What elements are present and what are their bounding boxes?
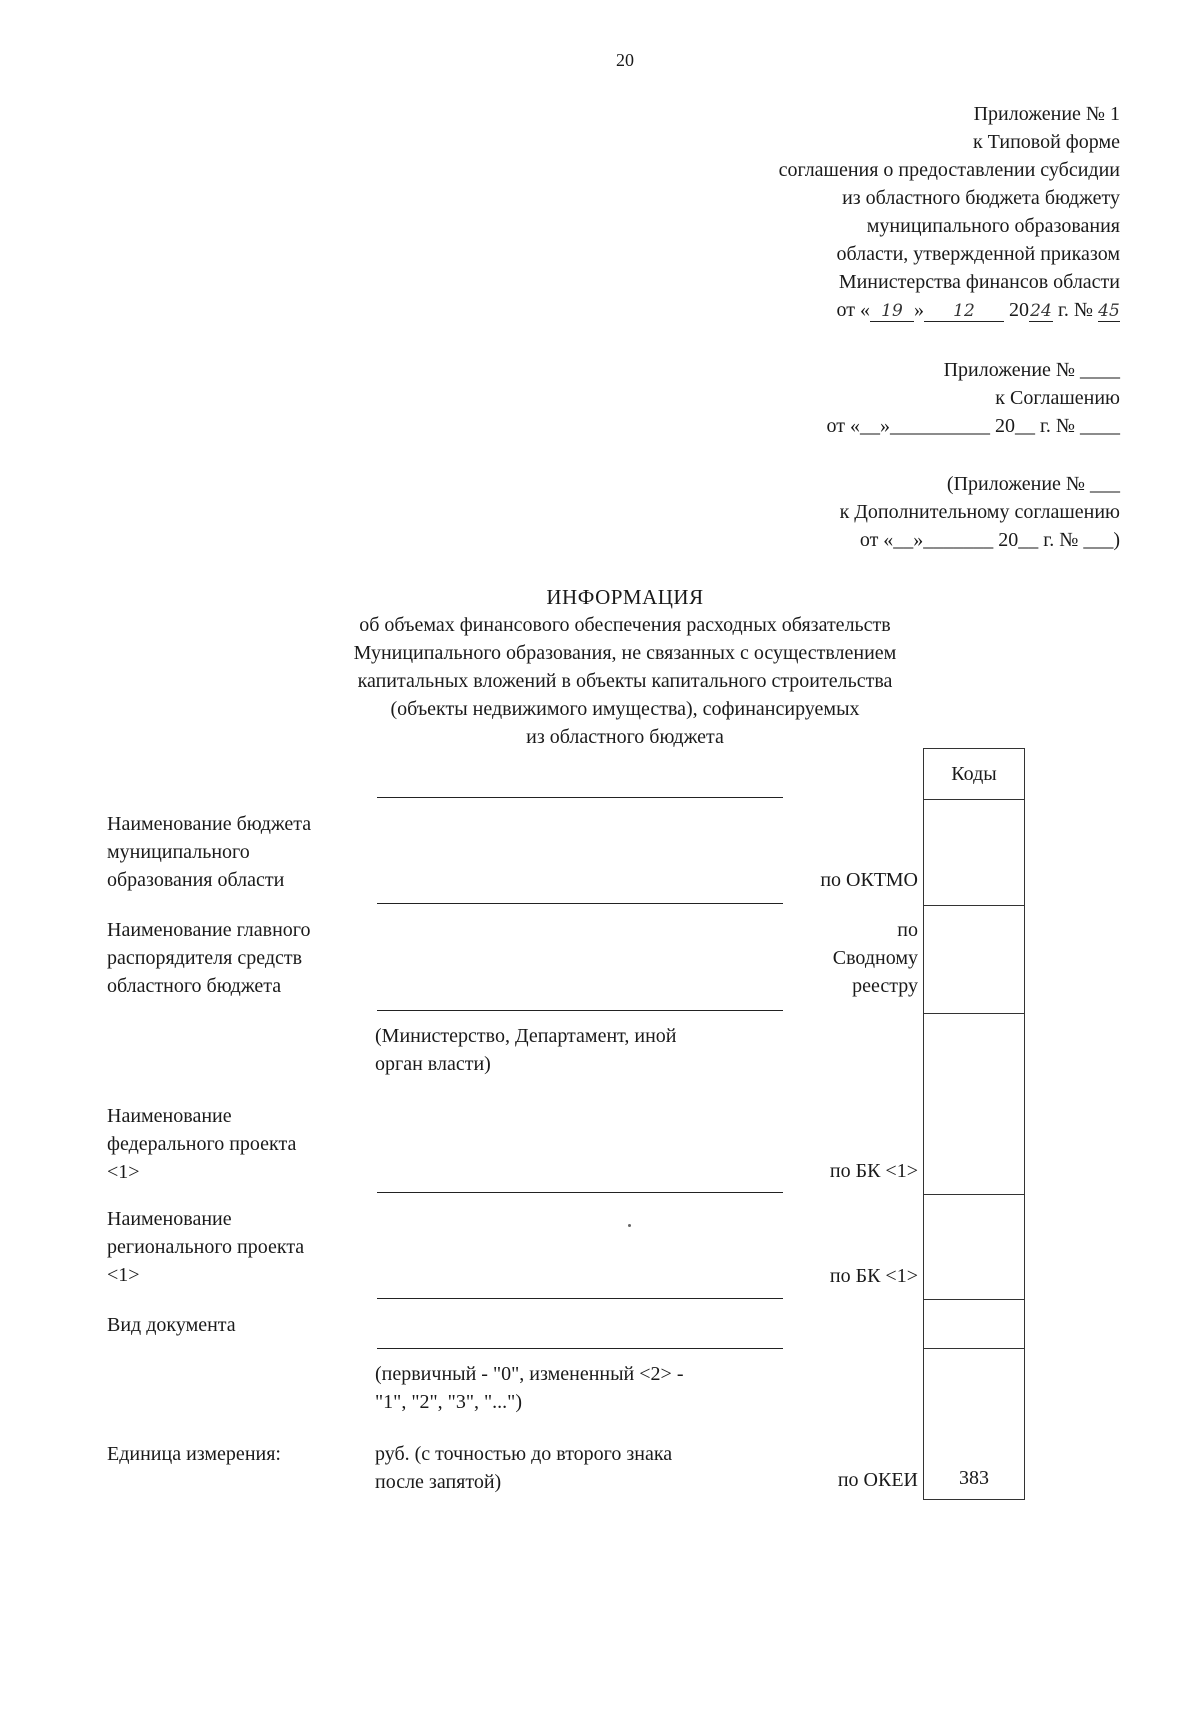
codes-row-divider <box>924 905 1024 906</box>
okei-code-value: 383 <box>959 1467 989 1489</box>
consolidated-registry-label: по Сводному реестру <box>832 919 918 997</box>
agreement-appendix <box>826 356 1120 440</box>
title-line: об объемах финансового обеспечения расходных обязательств <box>359 614 891 636</box>
approval-line: Министерства финансов области <box>838 271 1120 293</box>
chief-administrator-label: Наименование главного распорядителя средств областного бюджета <box>107 919 311 997</box>
title-main: ИНФОРМАЦИЯ <box>546 585 704 609</box>
federal-project-label: Наименование федерального проекта <1> <box>107 1105 297 1183</box>
federal-project-fill-line[interactable] <box>377 1192 783 1193</box>
regional-project-label: Наименование регионального проекта <1> <box>107 1208 305 1286</box>
authority-hint: (Министерство, Департамент, иной орган власти) <box>375 1025 677 1075</box>
document-type-label: Вид документа <box>107 1314 236 1336</box>
handwritten-day: 19 <box>870 301 914 322</box>
regional-project-fill-line[interactable] <box>377 1298 783 1299</box>
add-appendix-ref-line: к Дополнительному соглашению <box>839 501 1120 523</box>
chief-administrator-fill-line[interactable] <box>377 1010 783 1011</box>
approval-line: к Типовой форме <box>972 131 1120 153</box>
codes-row-divider <box>924 1194 1024 1195</box>
codes-row-divider <box>924 1013 1024 1014</box>
bk-label-regional: по БК <1> <box>829 1265 918 1287</box>
codes-row-divider <box>924 1348 1024 1349</box>
fill-line <box>377 797 783 798</box>
handwritten-number: 45 <box>1098 301 1120 321</box>
codes-row-divider <box>924 1299 1024 1300</box>
appendix-date-line: от «__»__________ 20__ г. № ____ <box>826 415 1120 437</box>
codes-header: Коды <box>924 749 1024 800</box>
handwritten-year: 24 <box>1030 301 1052 321</box>
okei-label: по ОКЕИ <box>837 1469 918 1491</box>
approval-line: Приложение № 1 <box>973 103 1120 125</box>
add-appendix-number-line: (Приложение № ___ <box>946 473 1120 495</box>
document-type-hint: (первичный - "0", измененный <2> - "1", "2", "3", "...") <box>375 1363 684 1413</box>
page-number: 20 <box>616 50 634 70</box>
budget-name-fill-line[interactable] <box>377 903 783 904</box>
approval-line: муниципального образования <box>866 215 1120 237</box>
appendix-number-line: Приложение № ____ <box>943 359 1120 381</box>
add-appendix-date-line: от «__»_______ 20__ г. № ___) <box>859 529 1120 551</box>
additional-appendix <box>840 470 1120 554</box>
title-line: Муниципального образования, не связанных с осуществлением <box>353 642 897 664</box>
title-line: капитальных вложений в объекты капитального строительства <box>357 670 893 692</box>
approval-date-line: от « 19 » 12 2024 г. № 45 <box>836 299 1120 321</box>
document-type-fill-line[interactable] <box>377 1348 783 1349</box>
handwritten-month: 12 <box>924 301 1004 322</box>
scan-speck <box>628 1224 631 1227</box>
appendix-ref-line: к Соглашению <box>995 387 1120 409</box>
title-line: из областного бюджета <box>526 726 724 748</box>
unit-value: руб. (с точностью до второго знака после запятой) <box>375 1443 673 1493</box>
bk-label-federal: по БК <1> <box>829 1160 918 1182</box>
codes-column <box>923 748 1025 1500</box>
budget-name-label: Наименование бюджета муниципального образования области <box>107 813 312 891</box>
oktmo-label: по ОКТМО <box>820 869 918 891</box>
approval-line: соглашения о предоставлении субсидии <box>778 159 1120 181</box>
approval-block <box>779 100 1120 324</box>
approval-line: области, утвержденной приказом <box>836 243 1120 265</box>
title-line: (объекты недвижимого имущества), софинансируемых <box>390 698 860 720</box>
approval-line: из областного бюджета бюджету <box>842 187 1120 209</box>
document-title <box>0 583 1200 751</box>
unit-label: Единица измерения: <box>107 1443 281 1465</box>
